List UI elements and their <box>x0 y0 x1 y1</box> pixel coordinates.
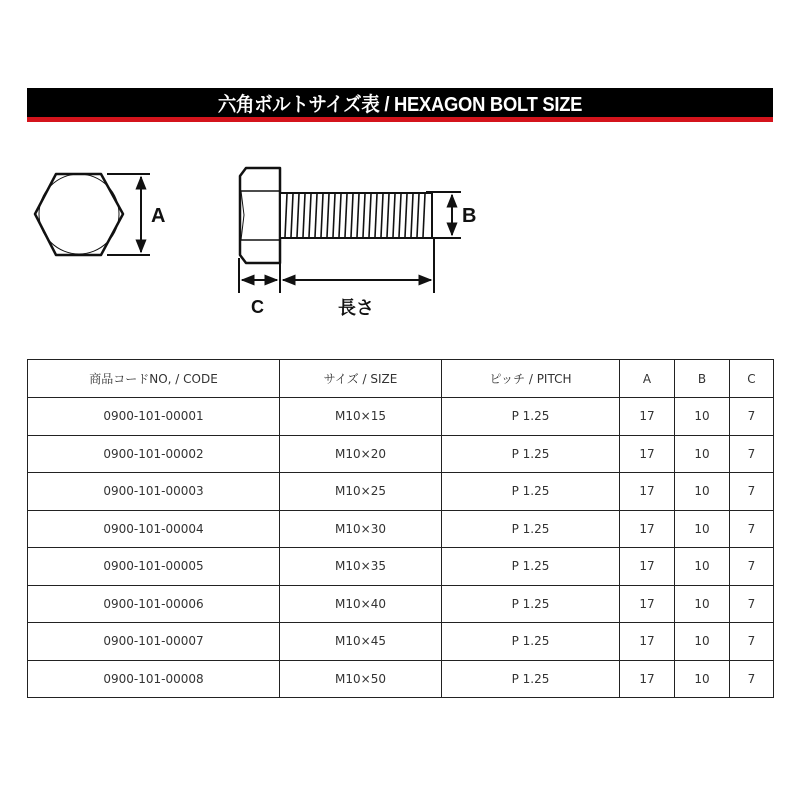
header-a: A <box>620 360 675 398</box>
cell-a: 17 <box>620 510 675 548</box>
cell-size: M10×25 <box>280 473 442 511</box>
dimension-a-label: A <box>151 205 166 227</box>
cell-size: M10×40 <box>280 585 442 623</box>
cell-pitch: P 1.25 <box>442 473 620 511</box>
hexagon-end-view-icon <box>35 174 165 255</box>
header-code: 商品コードNO, / CODE <box>28 360 280 398</box>
bolt-size-table <box>27 359 774 698</box>
cell-code: 0900-101-00007 <box>28 623 280 661</box>
cell-size: M10×15 <box>280 398 442 436</box>
cell-size: M10×30 <box>280 510 442 548</box>
cell-b: 10 <box>675 585 730 623</box>
cell-b: 10 <box>675 548 730 586</box>
page-title: 六角ボルトサイズ表 / HEXAGON BOLT SIZE <box>217 94 583 116</box>
header-b: B <box>675 360 730 398</box>
cell-a: 17 <box>620 660 675 698</box>
bolt-diagram <box>0 0 800 340</box>
table-row <box>28 510 774 548</box>
cell-a: 17 <box>620 473 675 511</box>
cell-c: 7 <box>730 623 774 661</box>
cell-pitch: P 1.25 <box>442 510 620 548</box>
cell-size: M10×50 <box>280 660 442 698</box>
header-pitch: ピッチ / PITCH <box>442 360 620 398</box>
cell-b: 10 <box>675 660 730 698</box>
table-row <box>28 548 774 586</box>
cell-b: 10 <box>675 623 730 661</box>
cell-a: 17 <box>620 585 675 623</box>
cell-b: 10 <box>675 510 730 548</box>
cell-size: M10×35 <box>280 548 442 586</box>
cell-code: 0900-101-00005 <box>28 548 280 586</box>
cell-code: 0900-101-00008 <box>28 660 280 698</box>
cell-c: 7 <box>730 473 774 511</box>
cell-pitch: P 1.25 <box>442 435 620 473</box>
cell-pitch: P 1.25 <box>442 623 620 661</box>
cell-size: M10×20 <box>280 435 442 473</box>
cell-pitch: P 1.25 <box>442 585 620 623</box>
dimension-length-label: 長さ <box>338 298 374 318</box>
cell-a: 17 <box>620 623 675 661</box>
cell-size: M10×45 <box>280 623 442 661</box>
cell-b: 10 <box>675 398 730 436</box>
cell-c: 7 <box>730 510 774 548</box>
table-row <box>28 623 774 661</box>
table-header-row <box>28 360 774 398</box>
cell-pitch: P 1.25 <box>442 398 620 436</box>
cell-code: 0900-101-00001 <box>28 398 280 436</box>
cell-b: 10 <box>675 473 730 511</box>
cell-a: 17 <box>620 398 675 436</box>
cell-pitch: P 1.25 <box>442 548 620 586</box>
table-row <box>28 660 774 698</box>
cell-c: 7 <box>730 435 774 473</box>
dimension-b-label: B <box>462 205 477 227</box>
dimension-c-label: C <box>251 297 264 317</box>
header-size: サイズ / SIZE <box>280 360 442 398</box>
cell-code: 0900-101-00002 <box>28 435 280 473</box>
bolt-side-view-icon <box>239 168 476 318</box>
cell-c: 7 <box>730 585 774 623</box>
header-c: C <box>730 360 774 398</box>
cell-c: 7 <box>730 548 774 586</box>
cell-a: 17 <box>620 435 675 473</box>
table-row <box>28 585 774 623</box>
table-row <box>28 435 774 473</box>
table-row <box>28 473 774 511</box>
cell-code: 0900-101-00004 <box>28 510 280 548</box>
cell-a: 17 <box>620 548 675 586</box>
cell-c: 7 <box>730 660 774 698</box>
cell-pitch: P 1.25 <box>442 660 620 698</box>
cell-b: 10 <box>675 435 730 473</box>
cell-code: 0900-101-00003 <box>28 473 280 511</box>
table-row <box>28 398 774 436</box>
cell-code: 0900-101-00006 <box>28 585 280 623</box>
cell-c: 7 <box>730 398 774 436</box>
